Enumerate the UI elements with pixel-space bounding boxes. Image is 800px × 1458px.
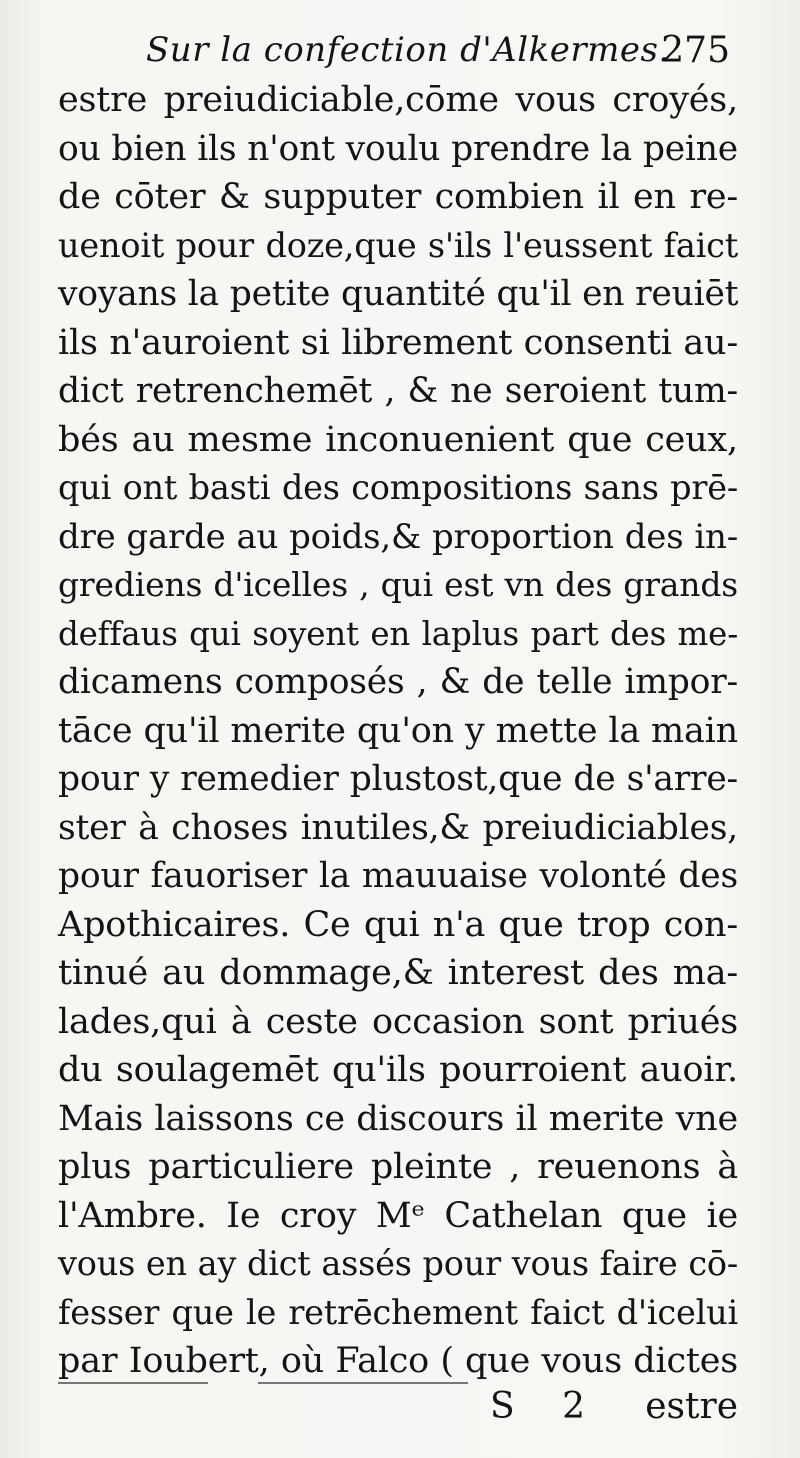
- text-line: du soulagemēt qu'ils pourroient auoir.: [58, 1050, 738, 1090]
- page-footer: [58, 1378, 738, 1438]
- text-line: ils n'auroient si librement consenti au-: [58, 322, 738, 363]
- text-line: tinué au dommage,& interest des ma-: [58, 953, 738, 993]
- catchword: estre: [645, 1386, 738, 1427]
- signature-mark: S 2: [490, 1386, 604, 1427]
- text-line: par Ioubert, où Falco ( que vous dictes: [58, 1341, 738, 1381]
- text-line: vous en ay dict assés pour vous faire cō-: [58, 1244, 738, 1283]
- text-line: voyans la petite quantité qu'il en reuiēt: [58, 274, 739, 314]
- text-line: bés au mesme inconuenient que ceux,: [58, 419, 738, 460]
- text-line: dicamens composés , & de telle impor-: [58, 662, 738, 702]
- text-line: Mais laissons ce discours il merite vne: [58, 1098, 738, 1139]
- text-line: deffaus qui soyent en laplus part des me-: [58, 614, 738, 653]
- text-line: qui ont basti des compositions sans prē-: [58, 468, 738, 507]
- text-line: fesser que le retrēchement faict d'icelui: [58, 1292, 738, 1332]
- footer-rule: [258, 1382, 468, 1384]
- text-line: plus particuliere pleinte , reuenons à: [58, 1147, 738, 1187]
- text-line: ster à choses inutiles,& preiudiciables,: [58, 807, 738, 848]
- text-line: lades,qui à ceste occasion sont priués: [58, 1001, 738, 1042]
- text-line: l'Ambre. Ie croy Mᵉ Cathelan que ie: [58, 1195, 738, 1236]
- running-head-title: Sur la confection d'Alkermes.: [146, 30, 670, 70]
- text-line: grediens d'icelles , qui est vn des grands: [58, 565, 738, 604]
- text-line: tāce qu'il merite qu'on y mette la main: [58, 710, 738, 751]
- footer-rule: [58, 1382, 208, 1384]
- text-line: pour fauoriser la mauuaise volonté des: [58, 856, 738, 896]
- text-line: de cōter & supputer combien il en re-: [58, 177, 738, 217]
- page-number: 275: [661, 30, 730, 71]
- text-line: estre preiudiciable,cōme vous croyés,: [58, 80, 738, 120]
- text-line: Apothicaires. Ce qui n'a que trop con-: [58, 904, 738, 945]
- running-head: [58, 28, 738, 74]
- text-line: pour y remedier plustost,que de s'arre-: [58, 759, 738, 799]
- body-text: [58, 76, 738, 1386]
- text-line: ou bien ils n'ont voulu prendre la peine: [58, 128, 738, 169]
- text-line: dre garde au poids,& proportion des in-: [58, 516, 738, 557]
- text-line: uenoit pour doze,que s'ils l'eussent faict: [58, 225, 738, 265]
- text-line: dict retrenchemēt , & ne seroient tum-: [58, 371, 738, 411]
